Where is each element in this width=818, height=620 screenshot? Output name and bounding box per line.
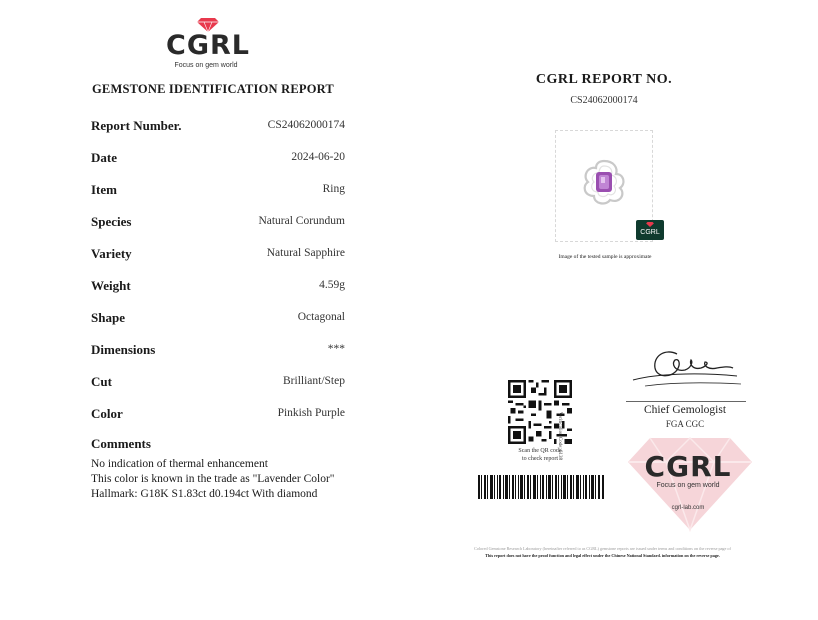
field-value: Ring (322, 183, 345, 195)
lab-website-link[interactable]: cgrl-lab.com (671, 505, 705, 511)
field-label: Report Number. (91, 118, 182, 133)
image-caption: Image of the tested sample is approximate (558, 254, 652, 260)
fine-print-terms: Colored Gemstone Research Laboratory (hereinafter referred to as CGRL) gemstone reports are issued under terms and conditions on the reverse page of (474, 546, 731, 551)
cgrl-stamp (636, 220, 664, 240)
field-cut (91, 374, 345, 392)
qr-caption-line: Scan the QR code (518, 448, 562, 454)
report-title: GEMSTONE IDENTIFICATION REPORT (92, 82, 334, 96)
field-item (91, 182, 345, 200)
field-value: 2024-06-20 (291, 151, 345, 163)
field-value: Natural Corundum (258, 215, 345, 227)
stamp-diamond-icon (646, 222, 654, 227)
watermark-logo-text: CGRL (644, 450, 732, 483)
field-color (91, 406, 345, 424)
fine-print-disclaimer: This report does not have the proof function and legal effect under the Chinese National Standard. information on the reverse page. (485, 553, 720, 558)
field-label: Species (91, 214, 132, 229)
field-value: *** (327, 343, 345, 355)
signature-line (626, 401, 746, 402)
field-label: Dimensions (91, 342, 156, 357)
field-value: 4.59g (319, 279, 345, 291)
field-label: Cut (91, 374, 112, 389)
ring-sample-image (580, 158, 628, 206)
field-report-number (91, 118, 345, 136)
qr-caption-line: to check report (522, 456, 558, 462)
watermark-logo-tagline: Focus on gem world (656, 482, 720, 489)
field-species (91, 214, 345, 232)
field-label: Item (91, 182, 117, 197)
chief-gemologist-title: Chief Gemologist (643, 404, 727, 416)
field-value: Natural Sapphire (266, 247, 345, 259)
field-date (91, 150, 345, 168)
verification-code: Verification Code: 6138 (557, 412, 562, 461)
comment-line: Hallmark: G18K S1.83ct d0.194ct With diamond (91, 488, 318, 500)
field-label: Shape (91, 310, 125, 325)
brand-logo-text: CGRL (166, 30, 250, 61)
field-value: Brilliant/Step (283, 375, 345, 387)
gemologist-signature (625, 340, 745, 402)
field-variety (91, 246, 345, 264)
report-barcode (478, 475, 604, 499)
brand-tagline: Focus on gem world (174, 62, 238, 69)
field-value: Pinkish Purple (277, 407, 345, 419)
comment-line: No indication of thermal enhancement (91, 458, 268, 470)
comment-line: This color is known in the trade as "Lavender Color" (91, 473, 335, 485)
field-value: Octagonal (297, 311, 345, 323)
field-shape (91, 310, 345, 328)
comments-label: Comments (91, 436, 151, 451)
field-label: Date (91, 150, 117, 165)
stamp-text: CGRL (640, 229, 660, 236)
field-label: Color (91, 406, 123, 421)
verification-qr-code[interactable] (508, 380, 572, 444)
field-weight (91, 278, 345, 296)
field-label: Weight (91, 278, 131, 293)
report-number-heading: CGRL REPORT NO. (535, 72, 673, 87)
gemologist-credentials: FGA CGC (665, 419, 705, 429)
field-dimensions (91, 342, 345, 360)
qr-caption (500, 447, 580, 463)
field-label: Variety (91, 246, 132, 261)
field-value: CS24062000174 (267, 119, 345, 131)
report-number-value: CS24062000174 (570, 95, 638, 106)
